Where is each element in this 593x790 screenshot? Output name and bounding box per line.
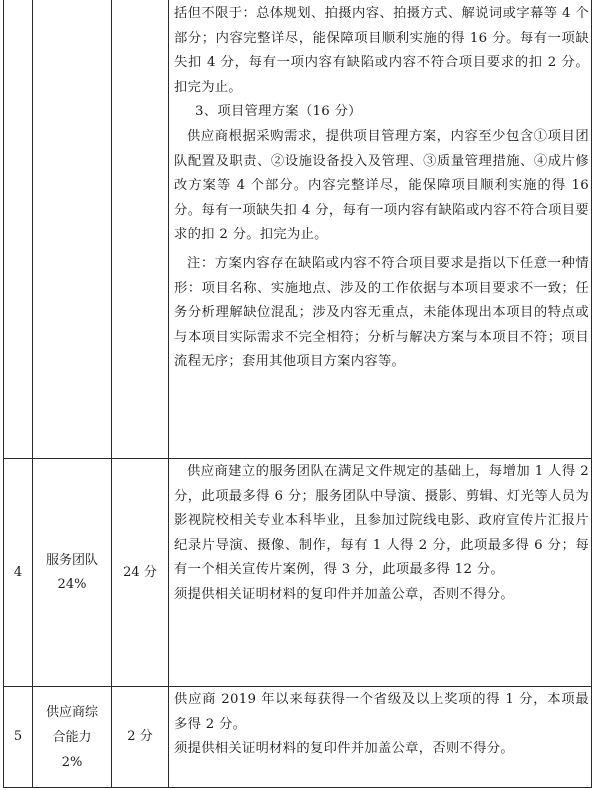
item-name: 服务团队 — [45, 552, 98, 568]
table-border-right — [591, 0, 592, 788]
content-paragraph: 须提供相关证明材料的复印件并加盖公章，否则不得分。 — [174, 586, 514, 602]
table-row — [174, 2, 589, 375]
table-row — [174, 460, 589, 608]
table-row — [174, 688, 589, 762]
content-paragraph: 供应商根据采购需求，提供项目管理方案，内容至少包含①项目团队配置及职责、②设施设备投入及管理、③质量管理措施、④成片修改方案等 4 个部分。内容完整详尽，能保障项目顺利实施的得 16 分。每有一项缺失扣 4 分，每有一项内容有缺陷或内容不符合项目要求的扣 2 分。扣完为止。 — [174, 128, 589, 243]
item-weight: 24% — [57, 576, 87, 592]
item-name: 合能力 — [52, 729, 92, 745]
score-value: 2 分 — [127, 729, 153, 744]
content-paragraph: 3、项目管理方案（16 分） — [195, 104, 362, 120]
item-cell — [33, 459, 111, 686]
column-divider — [168, 0, 169, 788]
score-value: 24 分 — [123, 564, 157, 580]
row-number: 5 — [13, 729, 23, 744]
item-weight: 2% — [61, 754, 83, 770]
row-number: 4 — [13, 564, 23, 580]
row-number-cell — [4, 687, 32, 787]
score-cell — [112, 687, 168, 787]
table-border-bottom — [3, 787, 592, 788]
score-cell — [112, 459, 168, 686]
content-paragraph: 括但不限于：总体规划、拍摄内容、拍摄方式、解说词或字幕等 4 个部分；内容完整详尽，能保障项目顺利实施的得 16 分。每有一项缺失扣 4 分，每有一项内容有缺陷或内容不符合项目要求的扣 2 分。扣完为止。 — [174, 6, 589, 95]
item-cell — [33, 687, 111, 787]
content-paragraph: 供应商 2019 年以来每获得一个省级及以上奖项的得 1 分，本项最多得 2 分。 — [174, 692, 589, 732]
row-number-cell — [4, 459, 32, 686]
content-paragraph: 供应商建立的服务团队在满足文件规定的基础上，每增加 1 人得 2 分，此项最多得 6 分；服务团队中导演、摄影、剪辑、灯光等人员为影视院校相关专业本科毕业，且参加过院线电影、政府宣传片汇报片纪录片导演、摄像、制作，每有 1 人得 2 分，此项最多得 6 分；每有一个相关宣传片案例，得 3 分，此项最多得 12 分。 — [174, 464, 589, 578]
content-paragraph: 注：方案内容存在缺陷或内容不符合项目要求是指以下任意一种情形：项目名称、实施地点、涉及的工作依据与本项目要求不一致；任务分析理解缺位混乱；涉及内容无重点，未能体现出本项目的特点或与本项目实际需求不完全相符；分析与解决方案与本项目不符；项目流程无序；套用其他项目方案内容等。 — [174, 255, 589, 370]
item-name: 供应商综 — [45, 704, 98, 720]
content-paragraph: 须提供相关证明材料的复印件并加盖公章，否则不得分。 — [174, 741, 514, 757]
